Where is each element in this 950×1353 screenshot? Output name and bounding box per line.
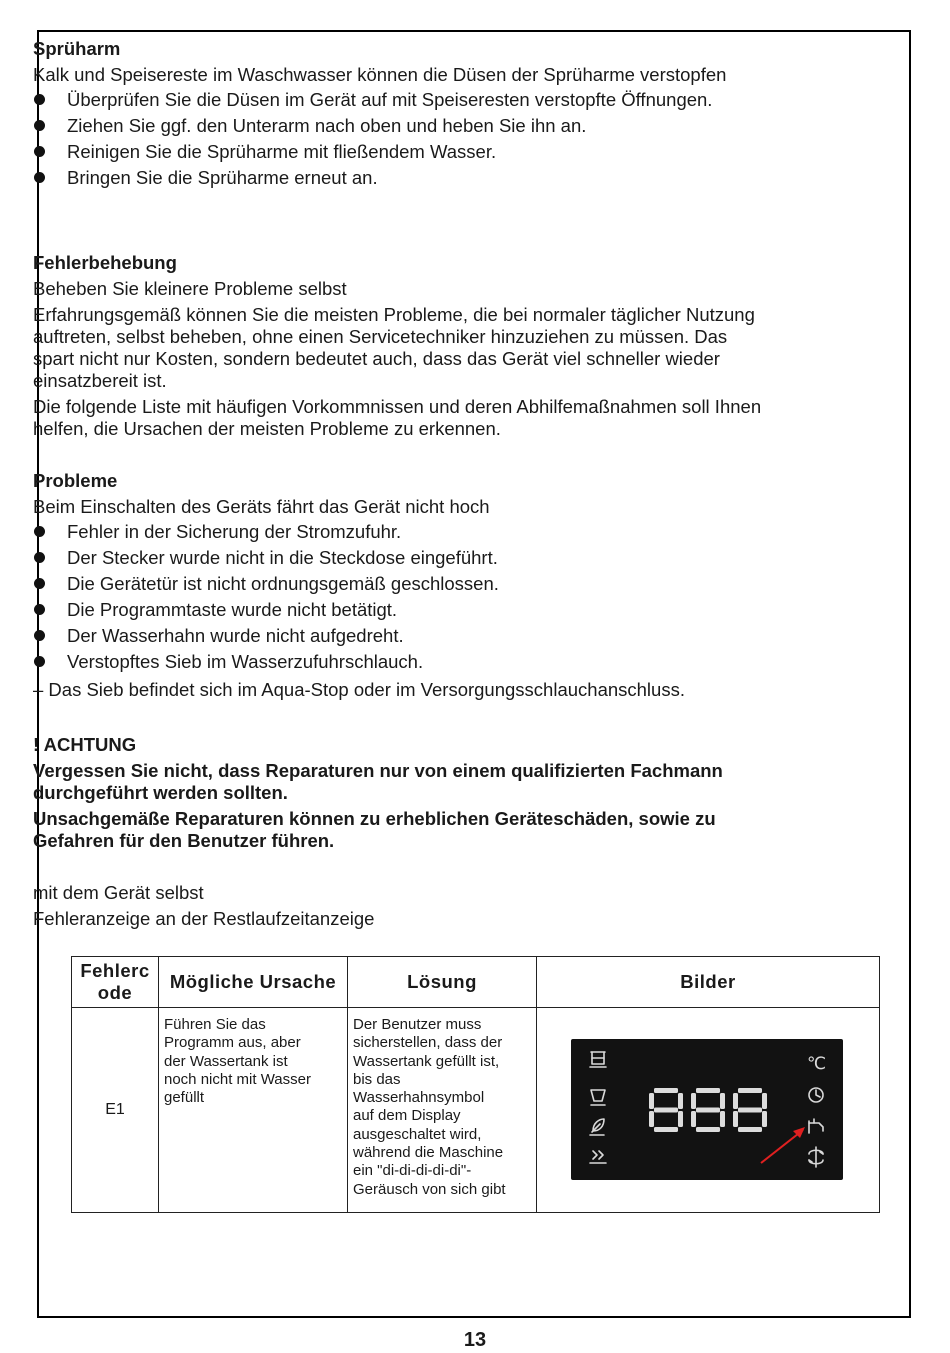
bullet-item: Verstopftes Sieb im Wasserzufuhrschlauch. bbox=[33, 649, 843, 675]
text-line: Die folgende Liste mit häufigen Vorkommnissen und deren Abhilfemaßnahmen soll Ihnen bbox=[33, 396, 762, 417]
digit-segment bbox=[733, 1093, 738, 1109]
digit-segment bbox=[649, 1093, 654, 1109]
digit-segment bbox=[678, 1111, 683, 1127]
display-panel-svg bbox=[571, 1039, 843, 1180]
text-line: Erfahrungsgemäß können Sie die meisten Probleme, die bei normaler täglicher Nutzung bbox=[33, 304, 755, 325]
cell-line: Geräusch von sich gibt bbox=[353, 1180, 506, 1198]
bullet-list bbox=[33, 519, 843, 675]
cell-line: auf dem Display bbox=[353, 1107, 461, 1125]
page-number: 13 bbox=[463, 1329, 487, 1351]
warning-title: ! ACHTUNG bbox=[33, 734, 137, 755]
cell-line: Wassertank gefüllt ist, bbox=[353, 1052, 500, 1070]
error-code-cell bbox=[72, 1008, 159, 1213]
fast-wash-icon bbox=[590, 1151, 606, 1163]
clock-icon bbox=[809, 1088, 823, 1102]
paragraph bbox=[33, 396, 843, 440]
cell-line: Führen Sie das bbox=[164, 1016, 266, 1033]
section-intro: Kalk und Speisereste im Waschwasser können die Düsen der Sprüharme verstopfen bbox=[33, 64, 727, 85]
bowl-icon bbox=[591, 1090, 605, 1105]
water-tap-icon bbox=[809, 1119, 823, 1133]
section-probleme bbox=[33, 470, 843, 701]
seven-segment-digits bbox=[649, 1088, 767, 1132]
header-solution: Lösung bbox=[348, 957, 537, 1008]
digit-segment bbox=[649, 1111, 654, 1127]
header-images: Bilder bbox=[537, 957, 880, 1008]
digit-segment bbox=[762, 1093, 767, 1109]
section-title: Sprüharm bbox=[33, 38, 121, 59]
cell-line: bis das bbox=[353, 1070, 401, 1088]
digit-segment bbox=[738, 1108, 762, 1113]
cell-line: Programm aus, aber bbox=[164, 1034, 301, 1052]
header-text: Fehlerc bbox=[80, 960, 150, 981]
digit-segment bbox=[762, 1111, 767, 1127]
digit-segment bbox=[691, 1093, 696, 1109]
bullet-list bbox=[33, 87, 843, 191]
cell-line: sicherstellen, dass der bbox=[353, 1034, 503, 1052]
eco-leaf-icon bbox=[590, 1119, 604, 1135]
section-achtung bbox=[33, 734, 843, 852]
bullet-item: Der Wasserhahn wurde nicht aufgedreht. bbox=[33, 623, 843, 649]
cell-line: gefüllt bbox=[164, 1089, 205, 1107]
digit-segment bbox=[654, 1127, 678, 1132]
rinse-aid-icon bbox=[809, 1147, 823, 1167]
text-line: helfen, die Ursachen der meisten Probleme zu erkennen. bbox=[33, 418, 501, 439]
header-error-code bbox=[72, 957, 159, 1008]
paragraph bbox=[33, 304, 843, 392]
digit-segment bbox=[738, 1088, 762, 1093]
section-intro: Beim Einschalten des Geräts fährt das Gerät nicht hoch bbox=[33, 496, 490, 517]
section-title: Probleme bbox=[33, 470, 118, 491]
digit-segment bbox=[678, 1093, 683, 1109]
warning-text bbox=[33, 760, 843, 804]
bullet-item: Ziehen Sie ggf. den Unterarm nach oben und heben Sie ihn an. bbox=[33, 113, 843, 139]
section-fehleranzeige bbox=[33, 882, 843, 930]
text-line: einsatzbereit ist. bbox=[33, 370, 167, 391]
bullet-item: Überprüfen Sie die Düsen im Gerät auf mit Speiseresten verstopfte Öffnungen. bbox=[33, 87, 843, 113]
line: mit dem Gerät selbst bbox=[33, 882, 204, 903]
digit-segment bbox=[738, 1127, 762, 1132]
section-fehlerbehebung bbox=[33, 252, 843, 440]
cell-line: Der Benutzer muss bbox=[353, 1016, 482, 1033]
solution-cell bbox=[348, 1008, 537, 1213]
cell-line: der Wassertank ist bbox=[164, 1052, 288, 1070]
temperature-icon: ℃ bbox=[807, 1054, 827, 1074]
digit-segment bbox=[696, 1127, 720, 1132]
text-line: spart nicht nur Kosten, sondern bedeutet auch, dass das Gerät viel schneller wieder bbox=[33, 348, 720, 369]
error-code: E1 bbox=[105, 1100, 125, 1118]
bullet-item: Fehler in der Sicherung der Stromzufuhr. bbox=[33, 519, 843, 545]
cell-line: Wasserhahnsymbol bbox=[353, 1089, 485, 1107]
cell-line: ein "di-di-di-di-di"- bbox=[353, 1162, 472, 1180]
bullet-item: Die Programmtaste wurde nicht betätigt. bbox=[33, 597, 843, 623]
table-header-row bbox=[72, 957, 880, 1008]
glass-icon bbox=[590, 1052, 606, 1067]
note: – Das Sieb befindet sich im Aqua-Stop oder im Versorgungsschlauchanschluss. bbox=[33, 679, 685, 700]
text-line: auftreten, selbst beheben, ohne einen Servicetechniker hinzuziehen zu müssen. Das bbox=[33, 326, 728, 347]
digit-segment bbox=[720, 1093, 725, 1109]
digit-segment bbox=[696, 1108, 720, 1113]
section-title: Fehlerbehebung bbox=[33, 252, 177, 273]
cause-cell bbox=[159, 1008, 348, 1213]
text-line: Gefahren für den Benutzer führen. bbox=[33, 830, 335, 851]
digit-segment bbox=[654, 1108, 678, 1113]
digit-segment bbox=[696, 1088, 720, 1093]
bullet-item: Reinigen Sie die Sprüharme mit fließendem Wasser. bbox=[33, 139, 843, 165]
display-panel-image bbox=[571, 1039, 843, 1180]
digit-segment bbox=[720, 1111, 725, 1127]
text-line: Vergessen Sie nicht, dass Reparaturen nur von einem qualifizierten Fachmann bbox=[33, 760, 723, 781]
section-subtitle: Beheben Sie kleinere Probleme selbst bbox=[33, 278, 347, 299]
bullet-item: Der Stecker wurde nicht in die Steckdose eingeführt. bbox=[33, 545, 843, 571]
header-text: ode bbox=[97, 982, 133, 1003]
bullet-item: Die Gerätetür ist nicht ordnungsgemäß geschlossen. bbox=[33, 571, 843, 597]
cell-line: noch nicht mit Wasser bbox=[164, 1070, 311, 1088]
bullet-item: Bringen Sie die Sprüharme erneut an. bbox=[33, 165, 843, 191]
header-cause: Mögliche Ursache bbox=[159, 957, 348, 1008]
cell-line: während die Maschine bbox=[353, 1144, 504, 1162]
warning-text bbox=[33, 808, 843, 852]
cell-line: ausgeschaltet wird, bbox=[353, 1125, 482, 1143]
text-line: Unsachgemäße Reparaturen können zu erheblichen Geräteschäden, sowie zu bbox=[33, 808, 716, 829]
section-spruharm bbox=[33, 38, 843, 191]
digit-segment bbox=[733, 1111, 738, 1127]
digit-segment bbox=[691, 1111, 696, 1127]
red-arrow-indicator bbox=[761, 1127, 805, 1163]
text-line: durchgeführt werden sollten. bbox=[33, 782, 288, 803]
line: Fehleranzeige an der Restlaufzeitanzeige bbox=[33, 908, 375, 929]
digit-segment bbox=[654, 1088, 678, 1093]
